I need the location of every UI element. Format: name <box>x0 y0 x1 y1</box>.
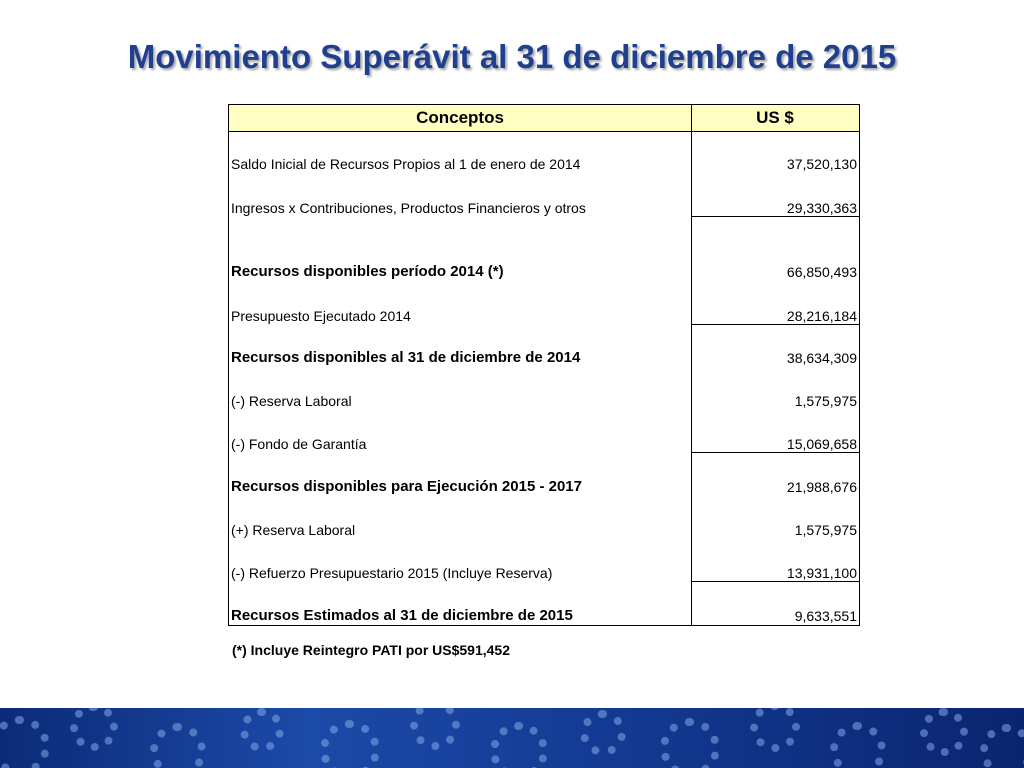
gear-icon <box>920 708 968 756</box>
superavit-table <box>228 104 860 626</box>
row-label: Recursos disponibles para Ejecución 2015 - 2017 <box>231 478 582 495</box>
row-value: 38,634,309 <box>786 350 857 366</box>
table-row <box>229 194 859 216</box>
gear-icon <box>410 708 460 750</box>
gear-icon <box>660 718 720 768</box>
subtotal-line <box>692 216 859 217</box>
row-label: (-) Refuerzo Presupuestario 2015 (Incluye Reserva) <box>231 565 553 581</box>
gear-icon <box>70 708 118 751</box>
row-label: Recursos disponibles al 31 de diciembre de 2014 <box>231 349 581 366</box>
table-row <box>229 602 859 624</box>
row-value: 1,575,975 <box>794 522 857 538</box>
gear-icon <box>240 708 284 752</box>
table-row <box>229 516 859 538</box>
gear-icon <box>580 710 626 756</box>
table-header <box>229 105 859 132</box>
table-row <box>229 344 859 366</box>
table-row <box>229 150 859 172</box>
row-value: 9,633,551 <box>794 608 857 624</box>
row-label: (+) Reserva Laboral <box>231 522 356 538</box>
row-value: 28,216,184 <box>786 308 857 324</box>
header-usd: US $ <box>756 108 794 127</box>
header-concepts: Conceptos <box>416 108 504 127</box>
row-label: Ingresos x Contribuciones, Productos Financieros y otros <box>231 200 586 216</box>
table-row <box>229 473 859 495</box>
table-row <box>229 559 859 581</box>
gear-icon <box>320 720 380 768</box>
row-value: 66,850,493 <box>786 264 857 280</box>
gear-icon <box>750 708 800 752</box>
row-label: Recursos disponibles período 2014 (*) <box>231 263 504 280</box>
subtotal-line <box>692 581 859 582</box>
table-row <box>229 430 859 452</box>
row-label: Saldo Inicial de Recursos Propios al 1 de enero de 2014 <box>231 156 581 172</box>
row-label: (-) Fondo de Garantía <box>231 436 367 452</box>
subtotal-line <box>692 324 859 325</box>
gear-icon <box>830 722 886 768</box>
gear-icon <box>980 724 1024 768</box>
row-label: Presupuesto Ejecutado 2014 <box>231 308 411 324</box>
decorative-gear-band <box>0 708 1024 768</box>
row-value: 15,069,658 <box>786 436 857 452</box>
table-row <box>229 302 859 324</box>
gear-icon <box>490 722 548 768</box>
gear-icon <box>0 716 50 768</box>
row-value: 21,988,676 <box>786 479 857 495</box>
row-value: 13,931,100 <box>786 565 857 581</box>
footnote: (*) Incluye Reintegro PATI por US$591,452 <box>232 642 511 658</box>
gear-icon <box>150 723 206 768</box>
page-title: Movimiento Superávit al 31 de diciembre de 2015 <box>127 38 897 75</box>
row-value: 29,330,363 <box>786 200 857 216</box>
row-label: (-) Reserva Laboral <box>231 393 352 409</box>
subtotal-line <box>692 452 859 453</box>
row-value: 37,520,130 <box>786 156 857 172</box>
table-row <box>229 258 859 280</box>
row-value: 1,575,975 <box>794 393 857 409</box>
table-row <box>229 387 859 409</box>
row-label: Recursos Estimados al 31 de diciembre de 2015 <box>231 607 573 624</box>
